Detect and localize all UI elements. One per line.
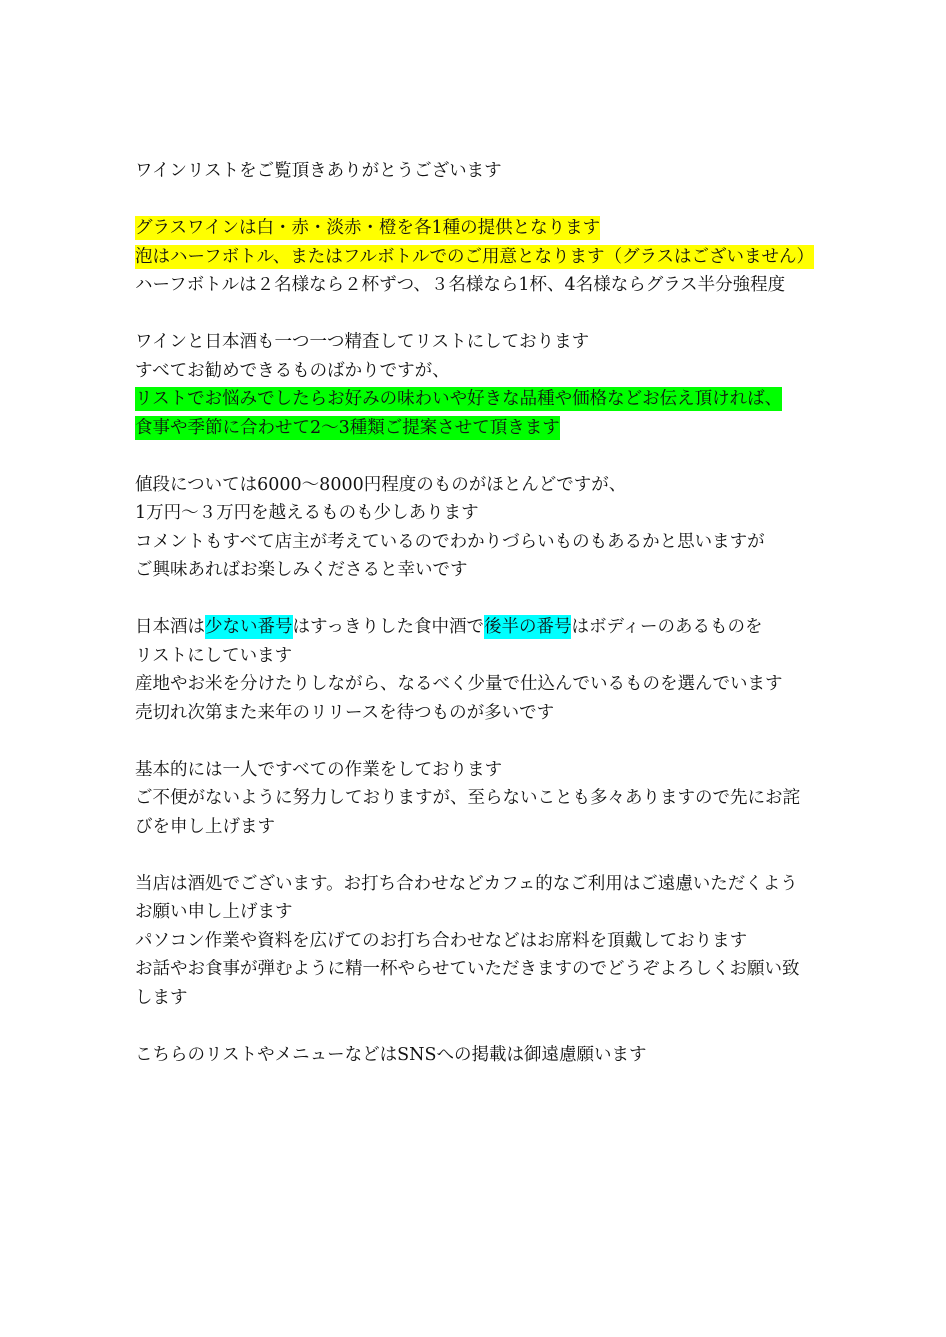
bar-line: パソコン作業や資料を広げてのお打ち合わせなどはお席料を頂戴しております (135, 930, 748, 951)
intro-text: ワインリストをご覧頂きありがとうございます (135, 161, 502, 181)
sake-text: はすっきりした食中酒で (292, 617, 484, 637)
selection-line: ワインと日本酒も一つ一つ精査してリストにしております (135, 332, 590, 352)
price-line: 1万円～３万円を越えるものも少しあります (135, 503, 479, 523)
selection-line: すべてお勧めできるものばかりですが、 (135, 360, 450, 381)
bar-line: します (135, 987, 188, 1008)
glass-wine-line (135, 214, 835, 243)
paragraph-gap (135, 841, 835, 870)
sns-notice: こちらのリストやメニューなどはSNSへの掲載は御遠慮願います (135, 1044, 647, 1065)
sake-line: 売切れ次第また来年のリリースを待つものが多いです (135, 702, 555, 723)
paragraph-gap (135, 442, 835, 471)
comment-line: コメントもすべて店主が考えているのでわかりづらいものもあるかと思いますが (135, 531, 765, 552)
sake-order-line (135, 613, 835, 642)
highlight-green: 食事や季節に合わせて2～3種類ご提案させて頂きます (135, 417, 560, 438)
paragraph-gap (135, 300, 835, 329)
paragraph-gap (135, 585, 835, 614)
highlight-cyan: 後半の番号 (483, 617, 572, 637)
paragraph-gap (135, 186, 835, 215)
bar-line: お話やお食事が弾むように精一杯やらせていただきますのでどうぞよろしくお願い致 (135, 959, 800, 979)
solo-line: 基本的には一人ですべての作業をしております (135, 759, 503, 780)
bar-line: 当店は酒処でございます。お打ち合わせなどカフェ的なご利用はご遠慮いただくよう (135, 873, 798, 894)
bar-line: お願い申し上げます (135, 902, 293, 922)
highlight-cyan: 少ない番号 (205, 617, 293, 637)
paragraph-gap (135, 1012, 835, 1041)
suggestion-line (135, 385, 835, 414)
highlight-yellow: グラスワインは白・赤・淡赤・橙を各1種の提供となります (135, 218, 601, 238)
price-line: 値段については6000～8000円程度のものがほとんどですが、 (135, 474, 627, 495)
sake-text: 日本酒は (135, 617, 205, 637)
document-body (135, 157, 835, 1069)
sake-text: はボディーのあるものを (571, 617, 763, 637)
sake-line: リストにしています (135, 645, 293, 666)
highlight-yellow: 泡はハーフボトル、またはフルボトルでのご用意となります（グラスはございません） (135, 246, 814, 267)
paragraph-gap (135, 727, 835, 756)
half-bottle-line: ハーフボトルは２名様なら２杯ずつ、３名様なら1杯、4名様ならグラス半分強程度 (135, 275, 786, 295)
highlight-green: リストでお悩みでしたらお好みの味わいや好きな品種や価格などお伝え頂ければ、 (135, 389, 783, 409)
sake-line: 産地やお米を分けたりしながら、なるべく少量で仕込んでいるものを選んでいます (135, 674, 783, 694)
comment-line: ご興味あればお楽しみくださると幸いです (135, 560, 468, 580)
solo-line: びを申し上げます (135, 816, 275, 837)
suggestion-line (135, 414, 835, 443)
sparkling-line (135, 243, 835, 272)
solo-line: ご不便がないように努力しておりますが、至らないことも多々ありますので先にお詫 (135, 788, 800, 808)
